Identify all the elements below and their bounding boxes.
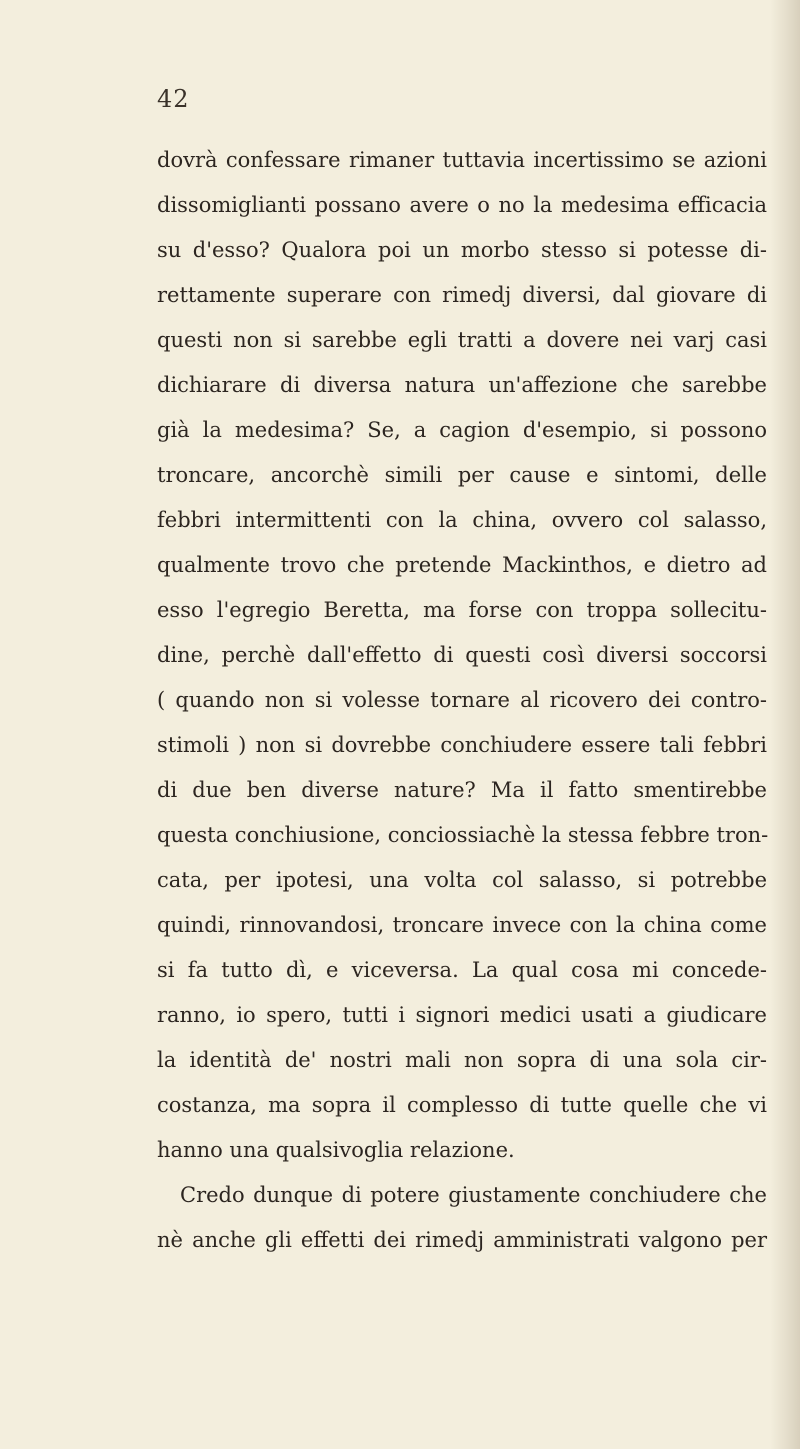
text-line: esso l'egregio Beretta, ma forse con troppa sollecitu- [157, 598, 767, 622]
text-line: questa conchiusione, conciossiachè la stessa febbre tron- [157, 823, 769, 847]
text-line: dichiarare di diversa natura un'affezione che sarebbe [157, 373, 767, 397]
text-line: cata, per ipotesi, una volta col salasso, si potrebbe [157, 868, 767, 892]
text-line: di due ben diverse nature? Ma il fatto smentirebbe [157, 778, 767, 802]
text-line: la identità de' nostri mali non sopra di una sola cir- [157, 1048, 767, 1072]
text-line: quindi, rinnovandosi, troncare invece con la china come [157, 913, 767, 937]
paragraph-start-line: Credo dunque di potere giustamente conchiudere che [180, 1183, 767, 1207]
text-line: ( quando non si volesse tornare al ricovero dei contro- [157, 688, 767, 712]
text-line: rettamente superare con rimedj diversi, dal giovare di [157, 283, 767, 307]
paragraph-end-line: hanno una qualsivoglia relazione. [157, 1138, 515, 1162]
text-line: costanza, ma sopra il complesso di tutte quelle che vi [157, 1093, 767, 1117]
text-line: si fa tutto dì, e viceversa. La qual cosa mi concede- [157, 958, 767, 982]
body-text [157, 138, 767, 1263]
text-line: dine, perchè dall'effetto di questi così diversi soccorsi [157, 643, 767, 667]
text-line: troncare, ancorchè simili per cause e sintomi, delle [157, 463, 767, 487]
text-line: su d'esso? Qualora poi un morbo stesso si potesse di- [157, 238, 767, 262]
text-line: già la medesima? Se, a cagion d'esempio, si possono [157, 418, 767, 442]
page-number: 42 [157, 85, 190, 113]
text-line: dissomiglianti possano avere o no la medesima efficacia [157, 193, 767, 217]
text-line: qualmente trovo che pretende Mackinthos, e dietro ad [157, 553, 767, 577]
text-line: ranno, io spero, tutti i signori medici usati a giudicare [157, 1003, 767, 1027]
text-line: febbri intermittenti con la china, ovvero col salasso, [157, 508, 767, 532]
text-line: stimoli ) non si dovrebbe conchiudere essere tali febbri [157, 733, 767, 757]
text-line: questi non si sarebbe egli tratti a dovere nei varj casi [157, 328, 767, 352]
text-line: dovrà confessare rimaner tuttavia incertissimo se azioni [157, 148, 767, 172]
text-line: nè anche gli effetti dei rimedj amministrati valgono per [157, 1228, 767, 1252]
